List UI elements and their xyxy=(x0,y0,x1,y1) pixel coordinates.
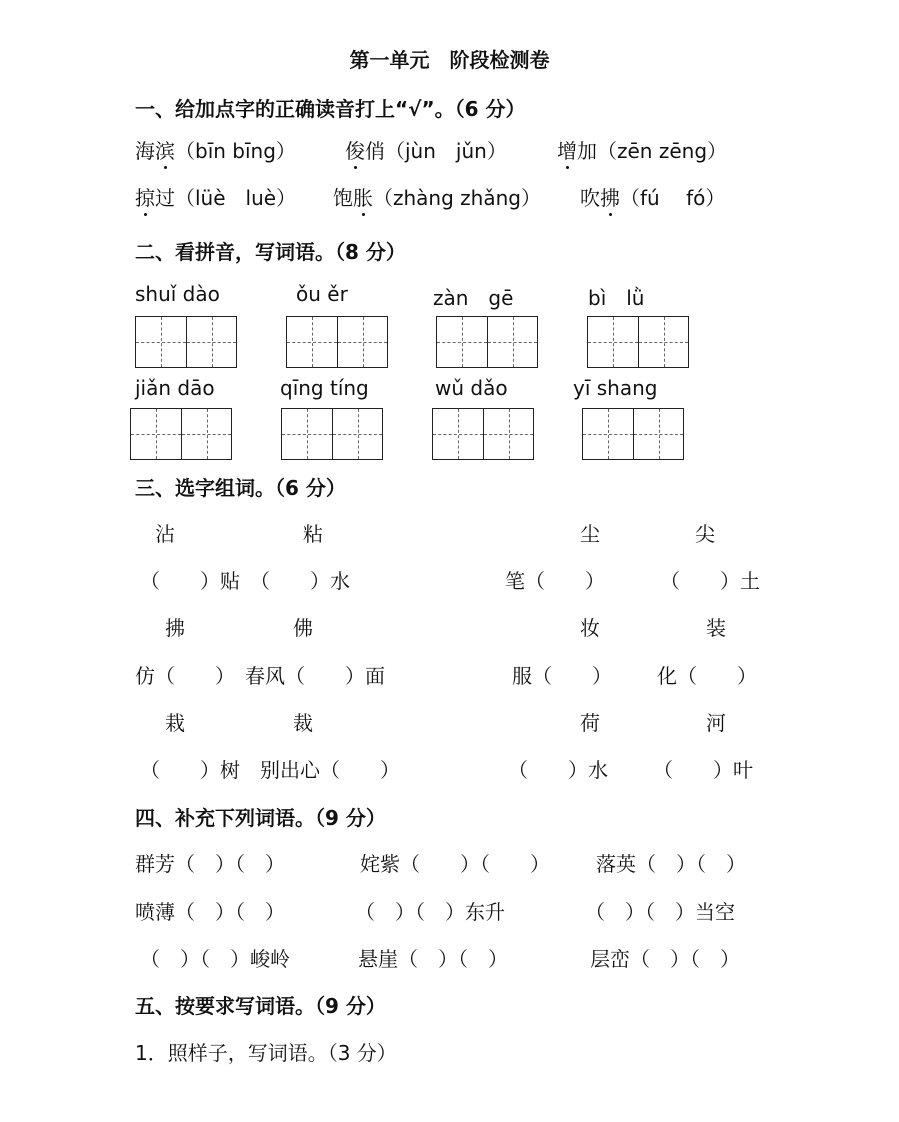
s1-item: 吹拂（fú fó） xyxy=(580,186,726,210)
choice-char: 拂 xyxy=(165,616,185,640)
writing-grid[interactable] xyxy=(130,408,232,460)
s1-item: 海滨（bīn bīng） xyxy=(135,139,296,163)
section-1-heading: 一、给加点字的正确读音打上“√”。（6 分） xyxy=(135,97,526,121)
pinyin-label: ǒu ěr xyxy=(296,282,348,306)
writing-grid[interactable] xyxy=(281,408,383,460)
choice-char: 粘 xyxy=(303,522,323,546)
section-2-heading: 二、看拼音，写词语。（8 分） xyxy=(135,240,406,264)
fill-line: 笔（ ） xyxy=(505,569,605,593)
s1-item: 增加（zēn zēng） xyxy=(557,139,728,163)
s1-item: 饱胀（zhàng zhǎng） xyxy=(333,186,541,210)
pinyin-label: jiǎn dāo xyxy=(135,376,215,400)
pinyin-label: yī shang xyxy=(573,376,658,400)
writing-grid[interactable] xyxy=(582,408,684,460)
pinyin-label: shuǐ dào xyxy=(135,282,220,306)
idiom-fill: 群芳（ ）（ ） xyxy=(135,852,285,876)
idiom-fill: （ ）（ ）东升 xyxy=(355,900,505,924)
choice-char: 妆 xyxy=(580,616,600,640)
s1-item: 俊俏（jùn jǔn） xyxy=(345,139,507,163)
fill-line: 仿（ ） 春风（ ）面 xyxy=(135,664,385,688)
s1-item: 掠过（lüè luè） xyxy=(135,186,297,210)
pinyin-label: bì lǜ xyxy=(588,286,645,310)
idiom-fill: （ ）（ ）峻岭 xyxy=(140,947,290,971)
idiom-fill: 落英（ ）（ ） xyxy=(596,852,746,876)
choice-char: 装 xyxy=(706,616,726,640)
question-1: 1．照样子，写词语。（3 分） xyxy=(135,1041,397,1065)
fill-line: （ ）树 别出心（ ） xyxy=(140,758,400,782)
idiom-fill: （ ）（ ）当空 xyxy=(585,900,735,924)
choice-char: 尖 xyxy=(695,522,715,546)
idiom-fill: 喷薄（ ）（ ） xyxy=(135,900,285,924)
idiom-fill: 姹紫（ ）（ ） xyxy=(360,852,550,876)
writing-grid[interactable] xyxy=(135,316,237,368)
page-title: 第一单元 阶段检测卷 xyxy=(349,48,550,72)
section-4-heading: 四、补充下列词语。（9 分） xyxy=(135,806,386,830)
fill-line: （ ）贴 （ ）水 xyxy=(140,569,350,593)
pinyin-label: wǔ dǎo xyxy=(435,376,508,400)
choice-char: 佛 xyxy=(293,616,313,640)
section-3-heading: 三、选字组词。（6 分） xyxy=(135,476,346,500)
choice-char: 裁 xyxy=(293,711,313,735)
choice-char: 荷 xyxy=(580,711,600,735)
section-5-heading: 五、按要求写词语。（9 分） xyxy=(135,994,386,1018)
idiom-fill: 悬崖（ ）（ ） xyxy=(358,947,508,971)
choice-char: 尘 xyxy=(580,522,600,546)
fill-line: 化（ ） xyxy=(657,664,757,688)
choice-char: 栽 xyxy=(165,711,185,735)
fill-line: （ ）水 xyxy=(508,758,608,782)
fill-line: （ ）叶 xyxy=(653,758,753,782)
writing-grid[interactable] xyxy=(587,316,689,368)
fill-line: 服（ ） xyxy=(512,664,612,688)
writing-grid[interactable] xyxy=(432,408,534,460)
choice-char: 沾 xyxy=(155,522,175,546)
idiom-fill: 层峦（ ）（ ） xyxy=(590,947,740,971)
pinyin-label: qīng tíng xyxy=(280,376,369,400)
writing-grid[interactable] xyxy=(286,316,388,368)
choice-char: 河 xyxy=(706,711,726,735)
writing-grid[interactable] xyxy=(436,316,538,368)
fill-line: （ ）土 xyxy=(660,569,760,593)
pinyin-label: zàn gē xyxy=(433,286,514,310)
